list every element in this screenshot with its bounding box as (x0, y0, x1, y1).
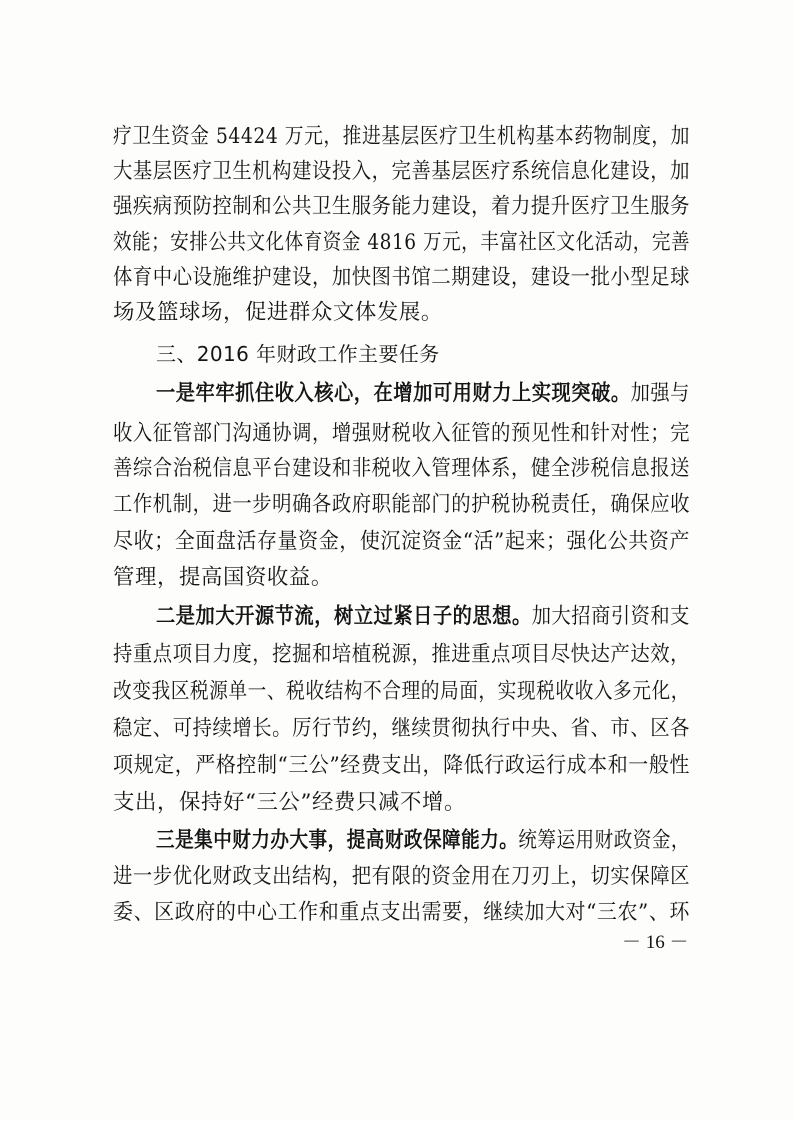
body-line: 尽收；全面盘活存量资金，使沉淀资金“活”起来；强化公共资产 (113, 529, 690, 554)
body-line: 持重点项目力度，挖掘和培植税源，推进重点项目尽快达产达效， (113, 642, 691, 667)
body-line: 收入征管部门沟通协调，增强财税收入征管的预见性和针对性；完 (113, 421, 691, 446)
body-line: 体育中心设施维护建设，加快图书馆二期建设，建设一批小型足球 (113, 265, 691, 290)
body-line: 稳定、可持续增长。厉行节约，继续贯彻执行中央、省、市、区各 (113, 716, 691, 741)
paragraph-first-line (156, 602, 690, 632)
paragraph-lead-bold: 二是加大开源节流，树立过紧日子的思想。 (156, 604, 532, 629)
section-heading: 三、2016 年财政工作主要任务 (156, 342, 440, 366)
body-line: 大基层医疗卫生机构建设投入，完善基层医疗系统信息化建设，加 (113, 159, 691, 184)
paragraph-text: 加强与 (630, 381, 690, 406)
body-line: 委、区政府的中心工作和重点支出需要，继续加大对“三农”、环 (113, 900, 690, 925)
paragraph-text: 统筹运用财政资金， (518, 828, 690, 853)
paragraph-text: 加大招商引资和支 (531, 604, 690, 629)
paragraph-first-line (156, 379, 690, 409)
body-line: 效能；安排公共文化体育资金 4816 万元，丰富社区文化活动，完善 (113, 230, 691, 255)
paragraph-first-line (156, 826, 690, 856)
body-line: 项规定，严格控制“三公”经费支出，降低行政运行成本和一般性 (113, 753, 690, 778)
body-line: 疗卫生资金 54424 万元，推进基层医疗卫生机构基本药物制度，加 (113, 124, 690, 149)
body-line: 场及篮球场，促进群众文体发展。 (113, 300, 443, 325)
body-line: 管理，提高国资收益。 (113, 565, 333, 590)
paragraph-lead-bold: 三是集中财力办大事，提高财政保障能力。 (156, 828, 519, 853)
body-line: 善综合治税信息平台建设和非税收入管理体系，健全涉税信息报送 (113, 456, 691, 481)
body-line: 支出，保持好“三公”经费只减不增。 (113, 790, 466, 815)
body-line: 进一步优化财政支出结构，把有限的资金用在刀刃上，切实保障区 (113, 864, 691, 889)
body-line: 工作机制，进一步明确各政府职能部门的护税协税责任，确保应收 (113, 492, 691, 517)
body-line: 改变我区税源单一、税收结构不合理的局面，实现税收收入多元化， (113, 679, 691, 704)
body-line: 强疾病预防控制和公共卫生服务能力建设，着力提升医疗卫生服务 (113, 194, 691, 219)
page-number: － 16 － (622, 932, 689, 953)
paragraph-lead-bold: 一是牢牢抓住收入核心，在增加可用财力上实现突破。 (156, 381, 631, 406)
